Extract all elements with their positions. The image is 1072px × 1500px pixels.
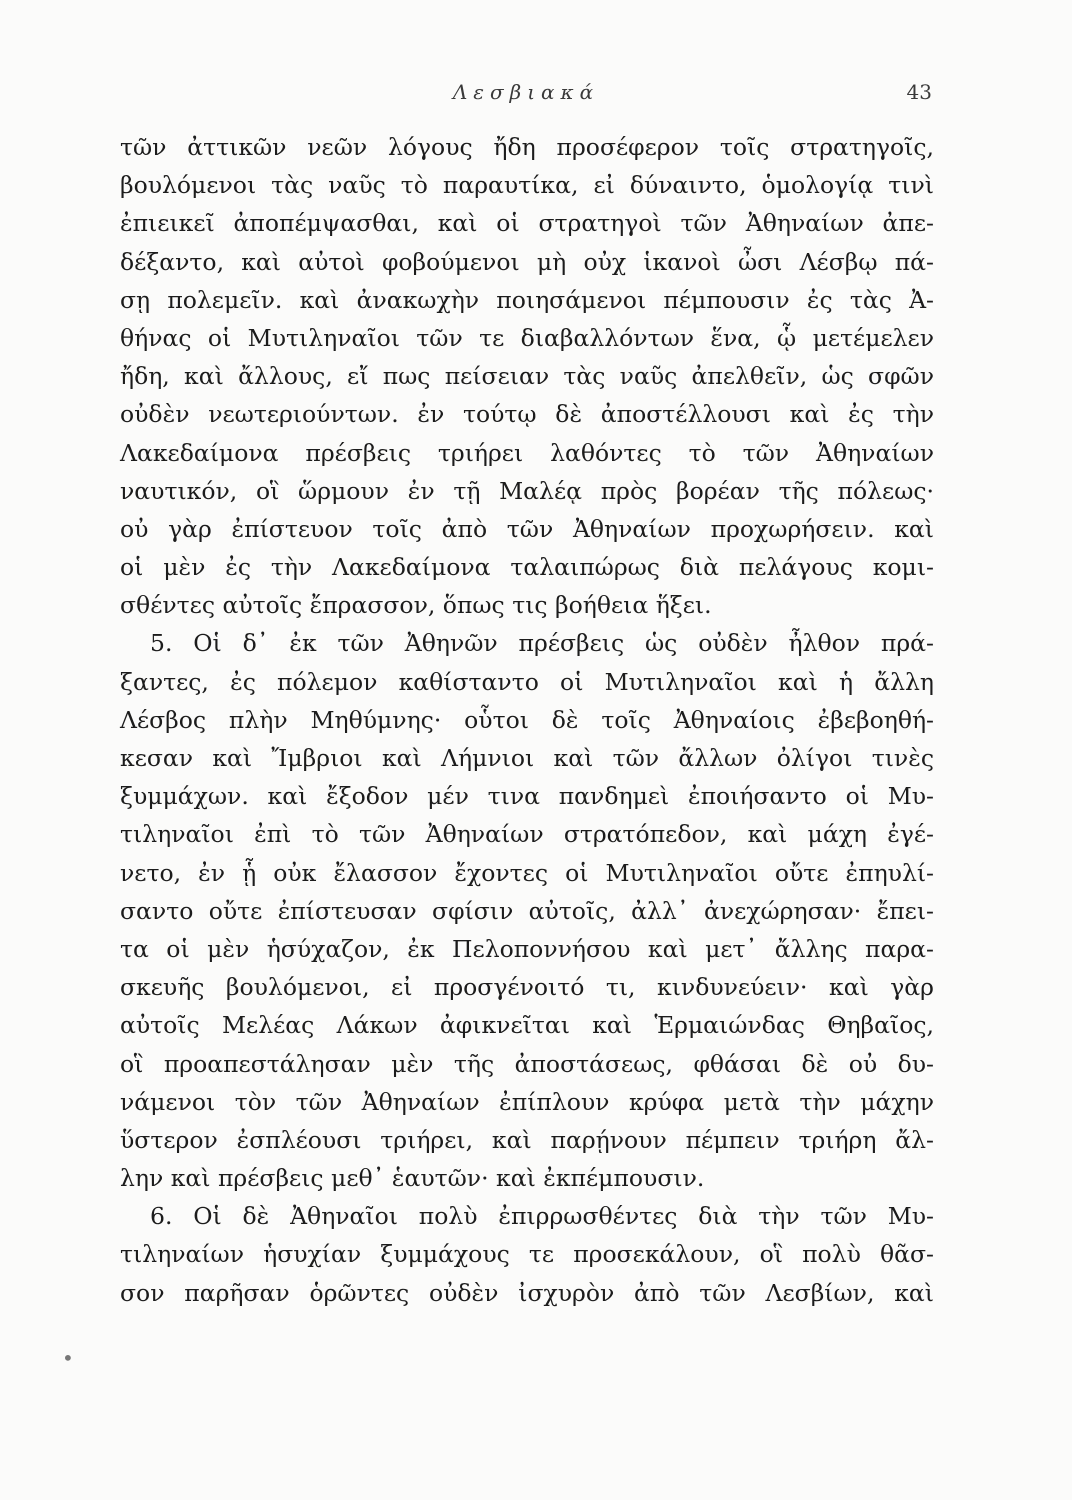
text-line: σκευῆς βουλόμενοι, εἰ προσγένοιτό τι, κινδυνεύειν· καὶ γὰρ xyxy=(120,973,934,1002)
text-line: οὐδὲν νεωτεριούντων. ἐν τούτῳ δὲ ἀποστέλλουσι καὶ ἐς τὴν xyxy=(120,400,934,429)
paragraph-end-line: σθέντες αὐτοῖς ἔπρασσον, ὅπως τις βοήθεια ἥξει. xyxy=(120,591,712,620)
text-line: ἐπιεικεῖ ἀποπέμψασθαι, καὶ οἱ στρατηγοὶ τῶν Ἀθηναίων ἀπε- xyxy=(120,209,934,238)
text-line: οὐ γὰρ ἐπίστευον τοῖς ἀπὸ τῶν Ἀθηναίων προχωρήσειν. καὶ xyxy=(120,514,934,543)
text-line: τιληναίων ἡσυχίαν ξυμμάχους τε προσεκάλουν, οἳ πολὺ θᾶσ- xyxy=(120,1240,934,1269)
paragraph-end-line: λην καὶ πρέσβεις μεθ᾽ ἑαυτῶν· καὶ ἐκπέμπουσιν. xyxy=(120,1164,705,1193)
text-line: τα οἱ μὲν ἡσύχαζον, ἐκ Πελοποννήσου καὶ μετ᾽ ἄλλης παρα- xyxy=(120,934,934,963)
text-line: Λακεδαίμονα πρέσβεις τριήρει λαθόντες τὸ τῶν Ἀθηναίων xyxy=(120,438,934,467)
body-text xyxy=(120,128,934,1312)
text-line: ξυμμάχων. καὶ ἔξοδον μέν τινα πανδημεὶ ἐποιήσαντο οἱ Μυ- xyxy=(120,782,934,811)
text-line: ξαντες, ἐς πόλεμον καθίσταντο οἱ Μυτιληναῖοι καὶ ἡ ἄλλη xyxy=(120,667,934,696)
page-number: 43 xyxy=(906,80,932,104)
running-title: Λεσβιακά xyxy=(452,80,600,104)
text-line: Λέσβος πλὴν Μηθύμνης· οὗτοι δὲ τοῖς Ἀθηναίοις ἐβεβοηθή- xyxy=(120,705,934,734)
text-line: ναυτικόν, οἳ ὥρμουν ἐν τῇ Μαλέᾳ πρὸς βορέαν τῆς πόλεως· xyxy=(120,476,934,505)
text-line: νετο, ἐν ᾗ οὐκ ἔλασσον ἔχοντες οἱ Μυτιληναῖοι οὔτε ἐπηυλί- xyxy=(120,858,934,887)
text-line: σῃ πολεμεῖν. καὶ ἀνακωχὴν ποιησάμενοι πέμπουσιν ἐς τὰς Ἀ- xyxy=(120,285,934,314)
text-line: αὐτοῖς Μελέας Λάκων ἀφικνεῖται καὶ Ἑρμαιώνδας Θηβαῖος, xyxy=(120,1011,934,1040)
text-line: ὕστερον ἐσπλέουσι τριήρει, καὶ παρῄνουν πέμπειν τριήρη ἄλ- xyxy=(120,1125,934,1154)
text-line: κεσαν καὶ Ἴμβριοι καὶ Λήμνιοι καὶ τῶν ἄλλων ὀλίγοι τινὲς xyxy=(120,744,934,772)
text-line: σαντο οὔτε ἐπίστευσαν σφίσιν αὐτοῖς, ἀλλ᾽ ἀνεχώρησαν· ἔπει- xyxy=(120,896,934,925)
running-head xyxy=(120,80,932,114)
margin-dot-mark: • xyxy=(62,1346,74,1370)
text-line: θήνας οἱ Μυτιληναῖοι τῶν τε διαβαλλόντων ἕνα, ᾧ μετέμελεν xyxy=(120,323,934,352)
text-line: οἳ προαπεστάλησαν μὲν τῆς ἀποστάσεως, φθάσαι δὲ οὐ δυ- xyxy=(120,1049,934,1078)
section-start-line-5: 5. Οἱ δ᾽ ἐκ τῶν Ἀθηνῶν πρέσβεις ὡς οὐδὲν ἦλθον πρά- xyxy=(150,629,934,658)
text-line: δέξαντο, καὶ αὐτοὶ φοβούμενοι μὴ οὐχ ἱκανοὶ ὦσι Λέσβῳ πά- xyxy=(120,247,934,276)
text-line: ἤδη, καὶ ἄλλους, εἴ πως πείσειαν τὰς ναῦς ἀπελθεῖν, ὡς σφῶν xyxy=(120,362,934,391)
text-line: βουλόμενοι τὰς ναῦς τὸ παραυτίκα, εἰ δύναιντο, ὁμολογίᾳ τινὶ xyxy=(120,171,934,200)
text-line: τιληναῖοι ἐπὶ τὸ τῶν Ἀθηναίων στρατόπεδον, καὶ μάχη ἐγέ- xyxy=(120,820,934,849)
text-line: οἱ μὲν ἐς τὴν Λακεδαίμονα ταλαιπώρως διὰ πελάγους κομι- xyxy=(120,553,934,582)
text-line: τῶν ἀττικῶν νεῶν λόγους ἤδη προσέφερον τοῖς στρατηγοῖς, xyxy=(120,133,934,161)
text-line: νάμενοι τὸν τῶν Ἀθηναίων ἐπίπλουν κρύφα μετὰ τὴν μάχην xyxy=(120,1087,934,1116)
text-line: σον παρῆσαν ὁρῶντες οὐδὲν ἰσχυρὸν ἀπὸ τῶν Λεσβίων, καὶ xyxy=(120,1278,934,1307)
section-start-line-6: 6. Οἱ δὲ Ἀθηναῖοι πολὺ ἐπιρρωσθέντες διὰ τὴν τῶν Μυ- xyxy=(150,1202,934,1231)
